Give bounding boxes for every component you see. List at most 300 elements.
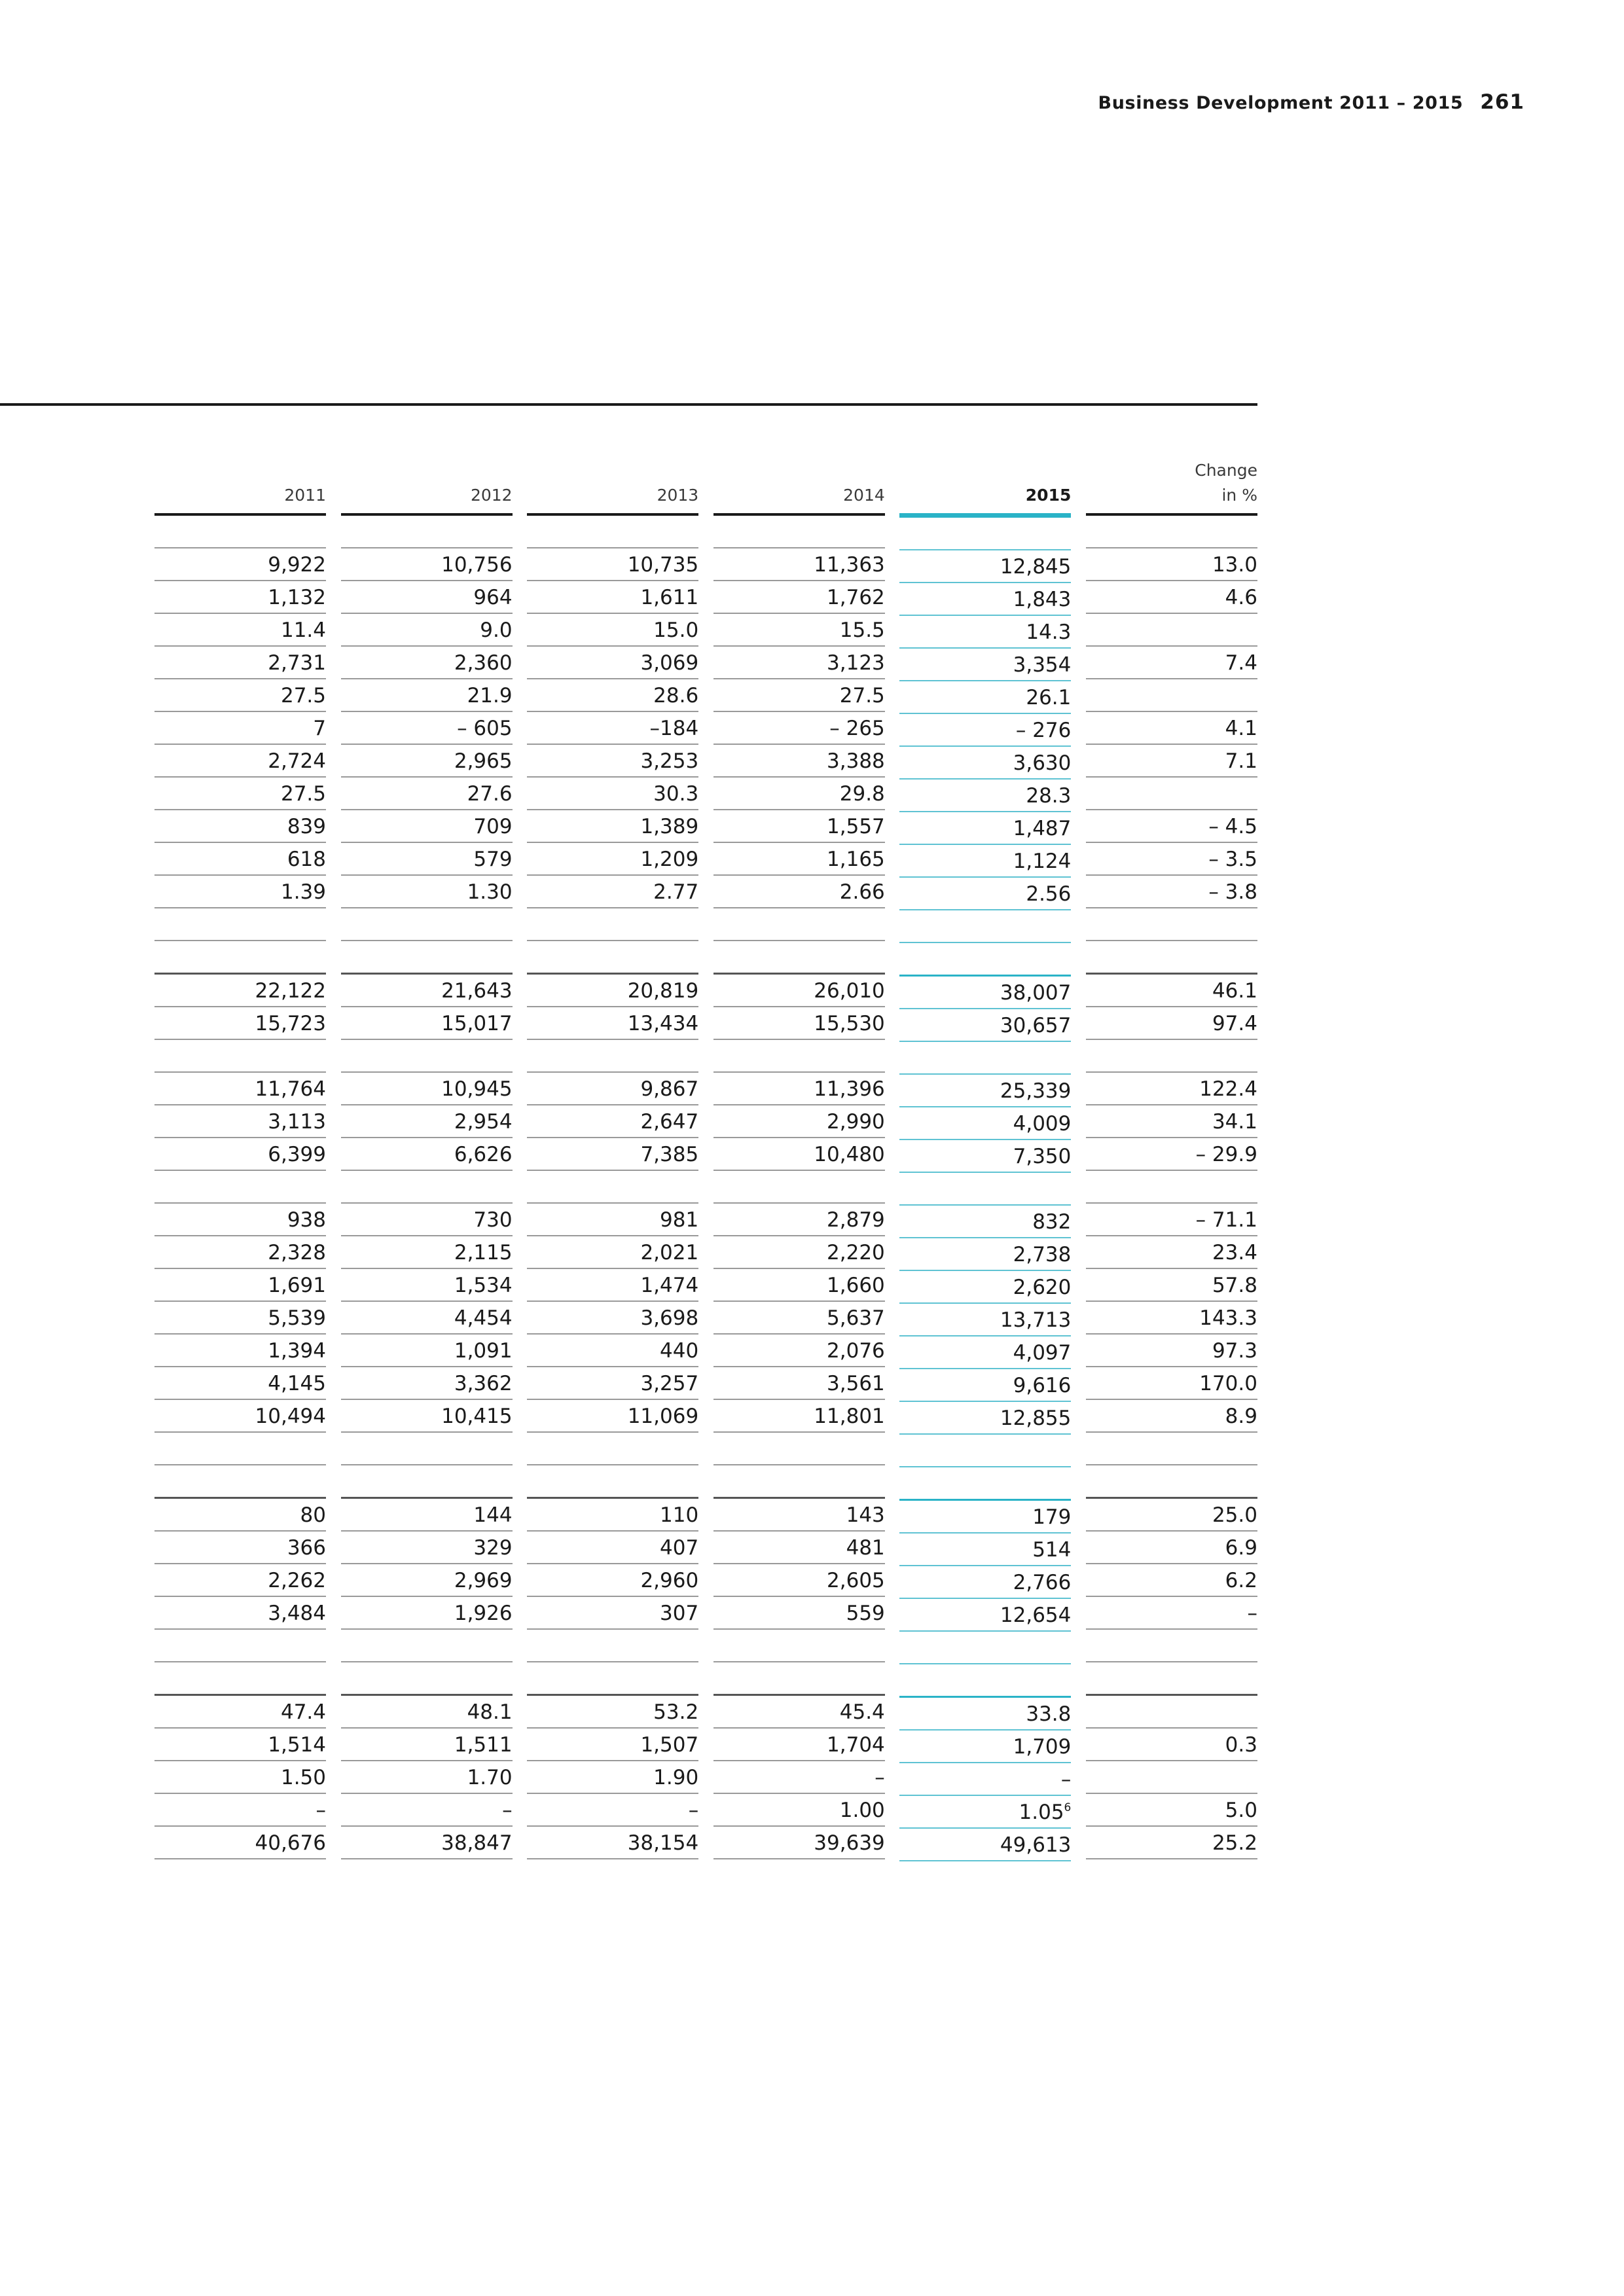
cell-value: 15,530 <box>814 1012 885 1035</box>
cell-value: 839 <box>287 815 326 838</box>
table-cell <box>341 876 513 908</box>
table-cell <box>1086 1367 1257 1400</box>
table-cell <box>527 1073 698 1105</box>
table-cell <box>713 548 885 581</box>
table-cell <box>154 1040 326 1073</box>
cell-value: 25,339 <box>1000 1079 1072 1103</box>
column-header <box>527 458 698 516</box>
cell-value: 13,434 <box>627 1012 699 1035</box>
table-cell <box>713 843 885 876</box>
cell-value: 1,394 <box>268 1339 326 1363</box>
table-cell <box>713 1564 885 1597</box>
table-cell <box>341 745 513 778</box>
financial-table <box>154 458 1257 1861</box>
table-cell <box>527 778 698 810</box>
cell-value: 143 <box>846 1503 885 1527</box>
cell-value: 407 <box>660 1536 699 1560</box>
cell-value: 5,539 <box>268 1306 326 1330</box>
cell-value: – <box>1060 1768 1072 1791</box>
table-cell <box>1086 1794 1257 1827</box>
table-cell <box>341 941 513 975</box>
table-cell <box>713 1729 885 1761</box>
cell-value: 49,613 <box>1000 1833 1072 1857</box>
table-cell <box>713 1465 885 1499</box>
cell-value: 1,926 <box>454 1602 513 1625</box>
table-cell <box>713 1269 885 1302</box>
table-cell <box>899 1763 1071 1796</box>
table-cell <box>527 614 698 647</box>
table-cell <box>1086 778 1257 810</box>
table-cell <box>1086 1335 1257 1367</box>
table-cell <box>713 1532 885 1564</box>
cell-value: – 29.9 <box>1195 1143 1257 1166</box>
table-cell <box>341 1269 513 1302</box>
table-cell <box>713 1105 885 1138</box>
cell-value: 3,630 <box>1013 751 1072 775</box>
cell-value: 53.2 <box>653 1700 699 1724</box>
cell-value: 2.77 <box>653 880 699 904</box>
cell-value: 2,115 <box>454 1241 513 1265</box>
cell-value: 1,091 <box>454 1339 513 1363</box>
cell-value: 938 <box>287 1208 326 1232</box>
cell-value: 730 <box>473 1208 513 1232</box>
page-header <box>1098 90 1525 114</box>
table-cell <box>341 614 513 647</box>
table-cell <box>341 1794 513 1827</box>
table-cell <box>341 1564 513 1597</box>
cell-value: 28.3 <box>1026 784 1072 808</box>
table-cell <box>899 1271 1071 1304</box>
cell-value: 15.0 <box>653 619 699 642</box>
table-cell <box>899 1829 1071 1861</box>
table-cell <box>154 1138 326 1171</box>
cell-value: 143.3 <box>1199 1306 1257 1330</box>
table-cell <box>341 1204 513 1236</box>
table-cell <box>899 1140 1071 1173</box>
table-cell <box>899 1107 1071 1140</box>
cell-value: – 3.8 <box>1208 880 1257 904</box>
cell-value: 2,647 <box>640 1110 699 1134</box>
table-cell <box>527 1367 698 1400</box>
cell-value: 2,954 <box>454 1110 513 1134</box>
table-cell <box>527 1827 698 1859</box>
table-cell <box>899 943 1071 977</box>
table-cell <box>1086 1630 1257 1662</box>
table-cell <box>899 583 1071 616</box>
table-cell <box>713 712 885 745</box>
cell-value: 80 <box>300 1503 326 1527</box>
table-cell <box>154 1367 326 1400</box>
table-cell <box>527 1465 698 1499</box>
table-cell <box>713 1335 885 1367</box>
table-cell <box>527 581 698 614</box>
table-cell <box>527 1564 698 1597</box>
table-column <box>899 458 1071 1861</box>
table-cell <box>899 1664 1071 1698</box>
cell-value: 38,847 <box>441 1831 513 1855</box>
cell-value: – <box>688 1799 699 1822</box>
cell-value: 7.1 <box>1225 749 1257 773</box>
cell-value: 14.3 <box>1026 620 1072 644</box>
table-cell <box>527 516 698 548</box>
table-cell <box>341 1302 513 1335</box>
cell-value: 6.9 <box>1225 1536 1257 1560</box>
table-cell <box>713 778 885 810</box>
cell-value: 97.4 <box>1212 1012 1257 1035</box>
table-cell <box>154 908 326 941</box>
cell-value: 6,626 <box>454 1143 513 1166</box>
table-cell <box>1086 941 1257 975</box>
cell-value: 4,097 <box>1013 1341 1072 1365</box>
cell-value: 1,557 <box>827 815 885 838</box>
table-cell <box>154 1171 326 1204</box>
cell-value: 27.5 <box>280 684 326 708</box>
table-cell <box>1086 1236 1257 1269</box>
table-cell <box>899 518 1071 550</box>
table-cell <box>713 647 885 679</box>
table-cell <box>899 1075 1071 1107</box>
table-cell <box>713 1073 885 1105</box>
table-cell <box>713 1630 885 1662</box>
table-column <box>1086 458 1257 1861</box>
cell-value: 3,123 <box>827 651 885 675</box>
table-cell <box>1086 1662 1257 1696</box>
cell-value: 4,454 <box>454 1306 513 1330</box>
cell-value: 2.66 <box>839 880 885 904</box>
table-cell <box>154 1400 326 1433</box>
cell-value: 46.1 <box>1212 979 1257 1003</box>
table-cell <box>899 1501 1071 1534</box>
cell-value: 1,132 <box>268 586 326 609</box>
cell-value: 1,514 <box>268 1733 326 1757</box>
table-cell <box>341 975 513 1007</box>
table-cell <box>527 975 698 1007</box>
cell-value: 11,069 <box>627 1405 699 1428</box>
table-cell <box>1086 1007 1257 1040</box>
table-cell <box>341 1630 513 1662</box>
table-cell <box>341 581 513 614</box>
page-header-title: Business Development 2011 – 2015 <box>1098 93 1464 113</box>
table-cell <box>341 1597 513 1630</box>
cell-value: 2,879 <box>827 1208 885 1232</box>
cell-value: 23.4 <box>1212 1241 1257 1265</box>
table-cell <box>341 1236 513 1269</box>
table-cell <box>899 845 1071 878</box>
table-cell <box>1086 1073 1257 1105</box>
table-cell <box>154 1204 326 1236</box>
cell-value: 1.30 <box>467 880 513 904</box>
cell-value: – 276 <box>1015 719 1072 742</box>
cell-value: 10,415 <box>441 1405 513 1428</box>
cell-value: 1,165 <box>827 848 885 871</box>
table-cell <box>154 1794 326 1827</box>
table-cell <box>1086 679 1257 712</box>
cell-value: 170.0 <box>1199 1372 1257 1395</box>
table-cell <box>1086 614 1257 647</box>
table-cell <box>341 1138 513 1171</box>
column-header <box>713 458 885 516</box>
table-cell <box>341 1040 513 1073</box>
table-cell <box>527 1499 698 1532</box>
cell-value: 3,484 <box>268 1602 326 1625</box>
cell-value: –184 <box>649 717 699 740</box>
cell-value: 10,494 <box>255 1405 326 1428</box>
cell-value: 10,945 <box>441 1077 513 1101</box>
table-cell <box>154 1597 326 1630</box>
table-cell <box>154 647 326 679</box>
table-cell <box>154 548 326 581</box>
table-cell <box>527 679 698 712</box>
column-header <box>899 458 1071 518</box>
table-cell <box>713 516 885 548</box>
cell-value: 34.1 <box>1212 1110 1257 1134</box>
cell-value: 0.3 <box>1225 1733 1257 1757</box>
table-cell <box>341 1465 513 1499</box>
table-cell <box>527 1433 698 1465</box>
cell-value: 514 <box>1032 1538 1072 1562</box>
table-cell <box>341 548 513 581</box>
table-cell <box>527 843 698 876</box>
footnote-marker: 6 <box>1064 1801 1072 1814</box>
table-cell <box>1086 843 1257 876</box>
cell-value: 2,990 <box>827 1110 885 1134</box>
table-cell <box>154 1499 326 1532</box>
cell-value: – 265 <box>829 717 885 740</box>
cell-value: 3,354 <box>1013 653 1072 677</box>
cell-value: 4,009 <box>1013 1112 1072 1136</box>
table-cell <box>899 1009 1071 1042</box>
cell-value: 28.6 <box>653 684 699 708</box>
table-cell <box>1086 647 1257 679</box>
table-cell <box>899 780 1071 812</box>
cell-value: 3,069 <box>640 651 699 675</box>
table-cell <box>713 1171 885 1204</box>
cell-value: 144 <box>473 1503 513 1527</box>
table-cell <box>341 843 513 876</box>
table-cell <box>713 745 885 778</box>
table-cell <box>1086 876 1257 908</box>
table-cell <box>899 681 1071 714</box>
table-cell <box>154 745 326 778</box>
table-cell <box>1086 548 1257 581</box>
table-cell <box>527 1171 698 1204</box>
table-cell <box>1086 712 1257 745</box>
table-cell <box>154 1630 326 1662</box>
column-header-label: Change in % <box>1195 461 1257 505</box>
table-cell <box>899 1435 1071 1467</box>
cell-value: 1,709 <box>1013 1735 1072 1759</box>
cell-value: 21,643 <box>441 979 513 1003</box>
table-cell <box>899 1402 1071 1435</box>
cell-value: 13.0 <box>1212 553 1257 577</box>
table-cell <box>527 1105 698 1138</box>
table-cell <box>899 1534 1071 1566</box>
table-cell <box>1086 1138 1257 1171</box>
table-cell <box>713 975 885 1007</box>
table-cell <box>341 647 513 679</box>
table-cell <box>899 1304 1071 1336</box>
table-cell <box>527 810 698 843</box>
table-cell <box>1086 810 1257 843</box>
cell-value: 11,764 <box>255 1077 326 1101</box>
cell-value: 440 <box>660 1339 699 1363</box>
table-cell <box>713 1138 885 1171</box>
table-cell <box>154 1335 326 1367</box>
table-cell <box>899 1698 1071 1731</box>
cell-value: 3,698 <box>640 1306 699 1330</box>
cell-value: – <box>875 1766 885 1789</box>
table-cell <box>527 1269 698 1302</box>
table-cell <box>713 1597 885 1630</box>
table-column <box>154 458 326 1861</box>
table-cell <box>154 1564 326 1597</box>
table-cell <box>713 1040 885 1073</box>
cell-value: 3,253 <box>640 749 699 773</box>
column-header <box>1086 458 1257 516</box>
cell-value: 366 <box>287 1536 326 1560</box>
cell-value: 13,713 <box>1000 1308 1072 1332</box>
table-cell <box>713 908 885 941</box>
table-cell <box>154 712 326 745</box>
table-cell <box>713 1761 885 1794</box>
table-cell <box>1086 1269 1257 1302</box>
cell-value: 2,738 <box>1013 1243 1072 1266</box>
table-cell <box>154 1105 326 1138</box>
top-rule <box>0 403 1257 406</box>
table-cell <box>899 1467 1071 1501</box>
cell-value: 1,474 <box>640 1274 699 1297</box>
cell-value: 21.9 <box>467 684 513 708</box>
table-cell <box>899 1369 1071 1402</box>
table-cell <box>341 1499 513 1532</box>
table-cell <box>899 1632 1071 1664</box>
cell-value: 1.50 <box>280 1766 326 1789</box>
column-header-label: 2013 <box>657 486 699 505</box>
table-column <box>713 458 885 1861</box>
table-cell <box>154 778 326 810</box>
cell-value: 29.8 <box>839 782 885 806</box>
cell-value: 122.4 <box>1199 1077 1257 1101</box>
cell-value: 26.1 <box>1026 686 1072 709</box>
table-cell <box>154 1433 326 1465</box>
table-cell <box>341 1073 513 1105</box>
column-header-label: 2015 <box>1025 486 1072 505</box>
table-cell <box>154 1007 326 1040</box>
cell-value: 9.0 <box>480 619 513 642</box>
table-cell <box>154 614 326 647</box>
cell-value: 4.1 <box>1225 717 1257 740</box>
cell-value: 981 <box>660 1208 699 1232</box>
cell-value: 1,209 <box>640 848 699 871</box>
table-cell <box>713 1696 885 1729</box>
table-cell <box>154 810 326 843</box>
cell-value: 579 <box>473 848 513 871</box>
cell-value: 12,654 <box>1000 1604 1072 1627</box>
table-cell <box>527 1138 698 1171</box>
cell-value: 1,487 <box>1013 817 1072 840</box>
table-cell <box>1086 1499 1257 1532</box>
cell-value: 559 <box>846 1602 885 1625</box>
table-cell <box>527 1040 698 1073</box>
cell-value: – 3.5 <box>1208 848 1257 871</box>
table-cell <box>527 712 698 745</box>
table-cell <box>713 941 885 975</box>
cell-value: 12,845 <box>1000 555 1072 579</box>
table-cell <box>1086 1302 1257 1335</box>
cell-value: 38,154 <box>627 1831 699 1855</box>
cell-value: 1,704 <box>827 1733 885 1757</box>
table-cell <box>527 908 698 941</box>
table-cell <box>899 1796 1071 1829</box>
cell-value: 7,350 <box>1013 1145 1072 1168</box>
cell-value: – <box>1247 1602 1257 1625</box>
table-cell <box>1086 1729 1257 1761</box>
cell-value: 1.90 <box>653 1766 699 1789</box>
cell-value: 6.2 <box>1225 1569 1257 1592</box>
table-cell <box>154 581 326 614</box>
column-header-label: 2011 <box>284 486 326 505</box>
cell-value: – 4.5 <box>1208 815 1257 838</box>
table-cell <box>899 616 1071 649</box>
table-cell <box>341 712 513 745</box>
table-cell <box>527 1302 698 1335</box>
cell-value: 1.39 <box>280 880 326 904</box>
table-cell <box>713 1302 885 1335</box>
table-cell <box>154 1302 326 1335</box>
cell-value: 1,389 <box>640 815 699 838</box>
cell-value: 10,480 <box>814 1143 885 1166</box>
table-cell <box>1086 1597 1257 1630</box>
table-column <box>527 458 698 1861</box>
table-cell <box>1086 1105 1257 1138</box>
table-cell <box>154 975 326 1007</box>
table-cell <box>899 1566 1071 1599</box>
cell-value: 57.8 <box>1212 1274 1257 1297</box>
cell-value: 709 <box>473 815 513 838</box>
cell-value: 1,691 <box>268 1274 326 1297</box>
table-cell <box>154 876 326 908</box>
cell-value: 2,960 <box>640 1569 699 1592</box>
cell-value: 4,145 <box>268 1372 326 1395</box>
cell-value: 15,017 <box>441 1012 513 1035</box>
table-cell <box>1086 1040 1257 1073</box>
table-cell <box>899 878 1071 910</box>
cell-value: 6,399 <box>268 1143 326 1166</box>
table-cell <box>341 778 513 810</box>
table-cell <box>341 1335 513 1367</box>
cell-value: 25.0 <box>1212 1503 1257 1527</box>
table-cell <box>341 1729 513 1761</box>
table-cell <box>527 1532 698 1564</box>
cell-value: 9,922 <box>268 553 326 577</box>
cell-value: 10,756 <box>441 553 513 577</box>
cell-value: 7,385 <box>640 1143 699 1166</box>
cell-value: 2.56 <box>1026 882 1072 906</box>
table-cell <box>1086 581 1257 614</box>
cell-value: 2,620 <box>1013 1276 1072 1299</box>
table-cell <box>527 1761 698 1794</box>
cell-value: 15.5 <box>839 619 885 642</box>
cell-value: 3,362 <box>454 1372 513 1395</box>
table-cell <box>527 647 698 679</box>
cell-value: 22,122 <box>255 979 326 1003</box>
cell-value: 20,819 <box>627 979 699 1003</box>
table-cell <box>341 1696 513 1729</box>
table-cell <box>713 1433 885 1465</box>
table-cell <box>1086 1400 1257 1433</box>
cell-value: 45.4 <box>839 1700 885 1724</box>
table-cell <box>154 1236 326 1269</box>
